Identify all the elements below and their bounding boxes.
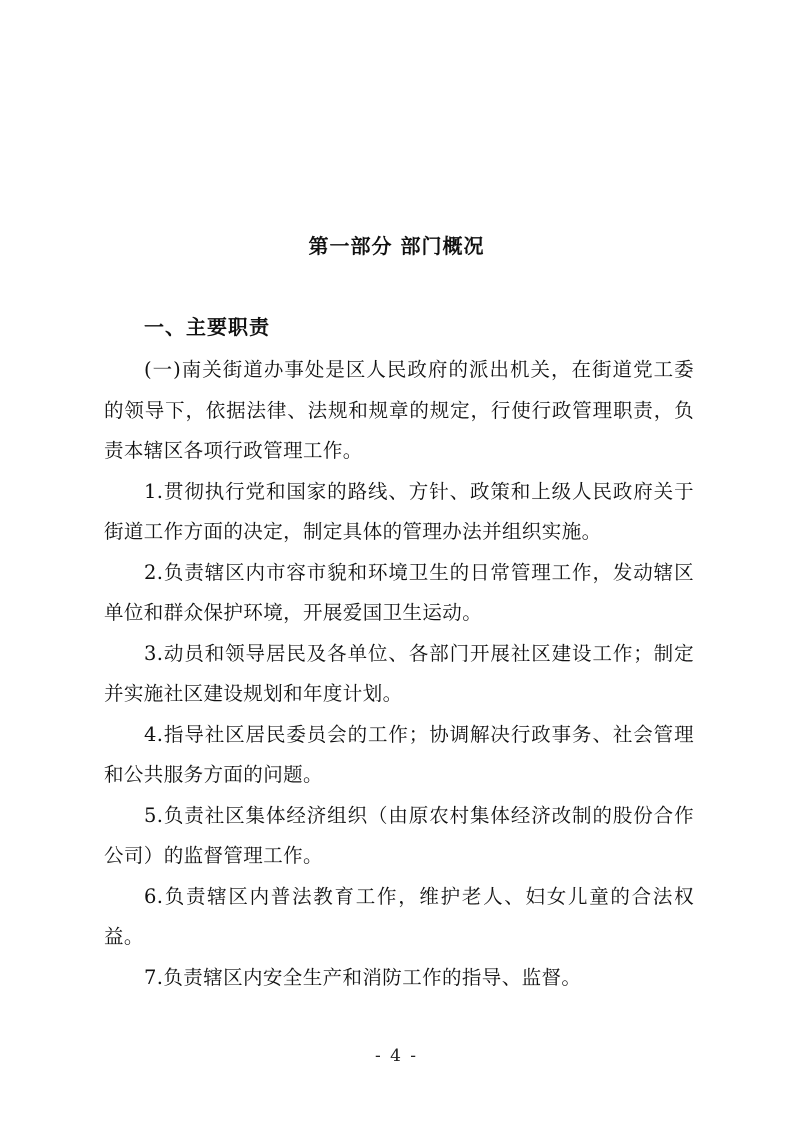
page-number: - 4 - bbox=[374, 1046, 419, 1066]
section-heading: 一、主要职责 bbox=[144, 315, 270, 339]
paragraph-item-4: 4.指导社区居民委员会的工作；协调解决行政事务、社会管理和公共服务方面的问题。 bbox=[104, 722, 694, 786]
paragraph-intro: (一)南关街道办事处是区人民政府的派出机关，在街道党工委的领导下，依据法律、法规和规章的规定，行使行政管理职责，负责本辖区各项行政管理工作。 bbox=[104, 358, 694, 462]
paragraph-item-5: 5.负责社区集体经济组织（由原农村集体经济改制的股份合作公司）的监督管理工作。 bbox=[104, 803, 694, 867]
paragraph-item-7: 7.负责辖区内安全生产和消防工作的指导、监督。 bbox=[144, 965, 582, 989]
page-title: 第一部分 部门概况 bbox=[308, 234, 485, 258]
paragraph-item-6: 6.负责辖区内普法教育工作，维护老人、妇女儿童的合法权益。 bbox=[104, 884, 694, 948]
paragraph-item-3: 3.动员和领导居民及各单位、各部门开展社区建设工作；制定并实施社区建设规划和年度计划。 bbox=[104, 641, 694, 705]
paragraph-item-1: 1.贯彻执行党和国家的路线、方针、政策和上级人民政府关于街道工作方面的决定，制定具体的管理办法并组织实施。 bbox=[104, 479, 694, 543]
body-text bbox=[104, 350, 694, 998]
paragraph-item-2: 2.负责辖区内市容市貌和环境卫生的日常管理工作，发动辖区单位和群众保护环境，开展爱国卫生运动。 bbox=[104, 560, 694, 624]
